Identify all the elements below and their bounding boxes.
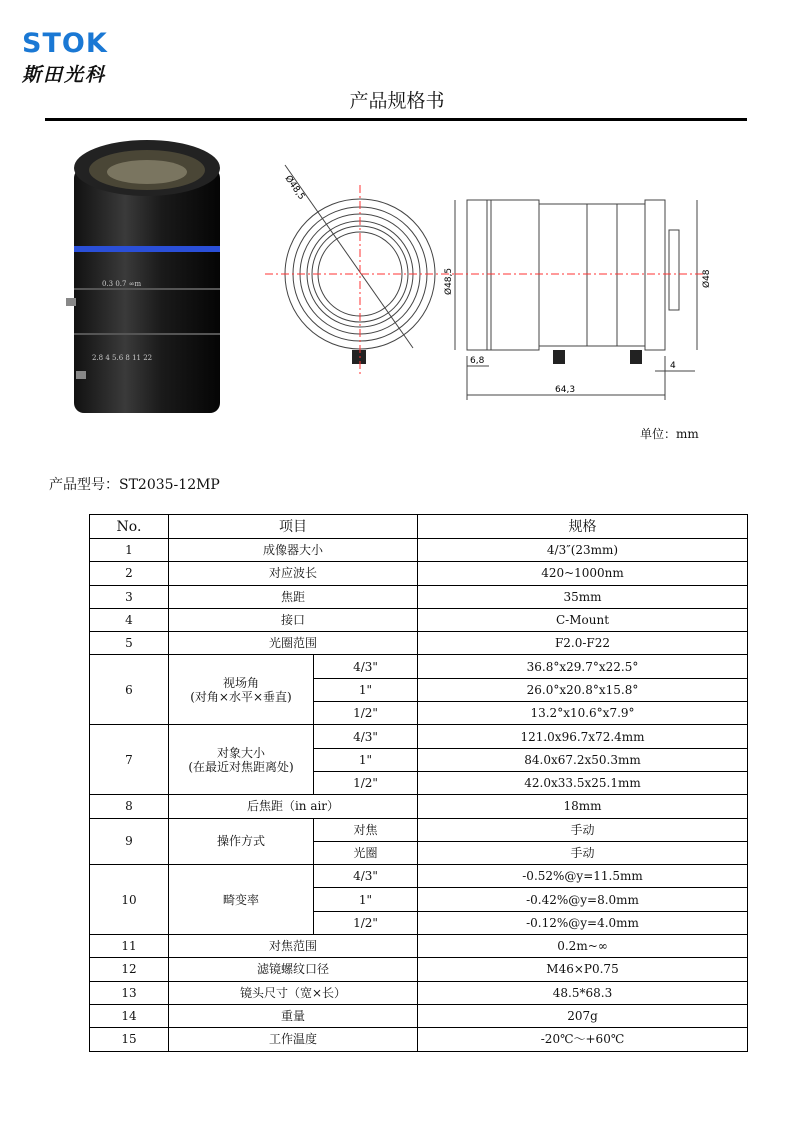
svg-text:0.3 0.7 ∞m: 0.3 0.7 ∞m xyxy=(102,280,142,288)
row-value: 手动 xyxy=(418,841,748,864)
row-item: 工作温度 xyxy=(169,1028,418,1051)
dim-back-label: 4 xyxy=(670,361,676,371)
table-row xyxy=(90,818,748,841)
row-value: 手动 xyxy=(418,818,748,841)
row-value: 42.0x33.5x25.1mm xyxy=(418,771,748,794)
row-subitem: 对焦 xyxy=(314,818,418,841)
table-row xyxy=(90,935,748,958)
row-no: 12 xyxy=(90,958,169,981)
row-item: 光圈范围 xyxy=(169,632,418,655)
row-no: 7 xyxy=(90,725,169,795)
row-value: 0.2m~∞ xyxy=(418,935,748,958)
table-row xyxy=(90,655,748,678)
row-no: 4 xyxy=(90,608,169,631)
row-value: -0.12%@y=4.0mm xyxy=(418,911,748,934)
table-row xyxy=(90,795,748,818)
dim-total-label: 64,3 xyxy=(555,385,576,395)
row-item: 对象大小 (在最近对焦距离处) xyxy=(169,725,314,795)
row-no: 14 xyxy=(90,1004,169,1027)
table-row xyxy=(90,632,748,655)
table-row xyxy=(90,865,748,888)
row-subitem: 1/2" xyxy=(314,702,418,725)
row-no: 8 xyxy=(90,795,169,818)
row-subitem: 1" xyxy=(314,748,418,771)
row-value: 36.8°x29.7°x22.5° xyxy=(418,655,748,678)
row-value: 4/3″(23mm) xyxy=(418,539,748,562)
logo-en: STOK xyxy=(22,28,108,59)
row-value: 26.0°x20.8°x15.8° xyxy=(418,678,748,701)
header-spec: 规格 xyxy=(418,515,748,539)
row-no: 10 xyxy=(90,865,169,935)
row-no: 11 xyxy=(90,935,169,958)
row-no: 1 xyxy=(90,539,169,562)
dim-front-len-label: 6,8 xyxy=(470,356,485,366)
row-value: 48.5*68.3 xyxy=(418,981,748,1004)
row-subitem: 4/3" xyxy=(314,655,418,678)
row-value: C-Mount xyxy=(418,608,748,631)
row-item: 滤镜螺纹口径 xyxy=(169,958,418,981)
row-no: 13 xyxy=(90,981,169,1004)
row-subitem: 1" xyxy=(314,888,418,911)
unit-label: 单位：mm xyxy=(640,427,699,441)
row-value: 13.2°x10.6°x7.9° xyxy=(418,702,748,725)
row-item: 畸变率 xyxy=(169,865,314,935)
spec-table xyxy=(89,514,748,1052)
row-no: 5 xyxy=(90,632,169,655)
row-subitem: 1/2" xyxy=(314,911,418,934)
table-row xyxy=(90,725,748,748)
table-row xyxy=(90,1028,748,1051)
row-value: 35mm xyxy=(418,585,748,608)
row-item: 对焦范围 xyxy=(169,935,418,958)
row-subitem: 1/2" xyxy=(314,771,418,794)
row-value: -0.52%@y=11.5mm xyxy=(418,865,748,888)
row-value: -0.42%@y=8.0mm xyxy=(418,888,748,911)
row-value: 18mm xyxy=(418,795,748,818)
row-item: 接口 xyxy=(169,608,418,631)
row-no: 9 xyxy=(90,818,169,865)
row-value: 420~1000nm xyxy=(418,562,748,585)
row-subitem: 4/3" xyxy=(314,865,418,888)
row-subitem: 4/3" xyxy=(314,725,418,748)
table-row xyxy=(90,539,748,562)
row-no: 3 xyxy=(90,585,169,608)
row-item: 成像器大小 xyxy=(169,539,418,562)
dim-diag-label: Ø48,5 xyxy=(282,173,307,202)
lens-photo xyxy=(62,138,232,423)
logo-cn: 斯田光科 xyxy=(22,64,107,86)
row-value: 84.0x67.2x50.3mm xyxy=(418,748,748,771)
table-row xyxy=(90,958,748,981)
row-item: 镜头尺寸（宽×长） xyxy=(169,981,418,1004)
row-item: 视场角 (对角×水平×垂直) xyxy=(169,655,314,725)
row-no: 2 xyxy=(90,562,169,585)
row-item: 操作方式 xyxy=(169,818,314,865)
table-row xyxy=(90,1004,748,1027)
row-no: 6 xyxy=(90,655,169,725)
header-item: 项目 xyxy=(169,515,418,539)
row-no: 15 xyxy=(90,1028,169,1051)
header-no: No. xyxy=(90,515,169,539)
row-item: 对应波长 xyxy=(169,562,418,585)
row-value: 207g xyxy=(418,1004,748,1027)
row-item: 重量 xyxy=(169,1004,418,1027)
page-title-text: 产品规格书 xyxy=(349,90,445,112)
dim-front-label: Ø48,5 xyxy=(444,267,454,295)
product-model: 产品型号：ST2035-12MP xyxy=(49,477,220,493)
dim-mount-label: Ø48 xyxy=(702,269,712,288)
row-value: F2.0-F22 xyxy=(418,632,748,655)
svg-text:2.8 4 5.6 8 11 22: 2.8 4 5.6 8 11 22 xyxy=(92,354,153,362)
header-divider xyxy=(45,118,747,121)
page-title xyxy=(0,86,794,113)
row-item: 后焦距（in air） xyxy=(169,795,418,818)
row-item: 焦距 xyxy=(169,585,418,608)
row-value: 121.0x96.7x72.4mm xyxy=(418,725,748,748)
row-value: -20℃～+60℃ xyxy=(418,1028,748,1051)
table-row xyxy=(90,585,748,608)
row-subitem: 1" xyxy=(314,678,418,701)
row-value: M46×P0.75 xyxy=(418,958,748,981)
dimension-drawing xyxy=(255,160,715,405)
table-row xyxy=(90,981,748,1004)
table-row xyxy=(90,608,748,631)
table-row xyxy=(90,562,748,585)
table-header-row xyxy=(90,515,748,539)
company-logo xyxy=(22,30,147,86)
row-subitem: 光圈 xyxy=(314,841,418,864)
